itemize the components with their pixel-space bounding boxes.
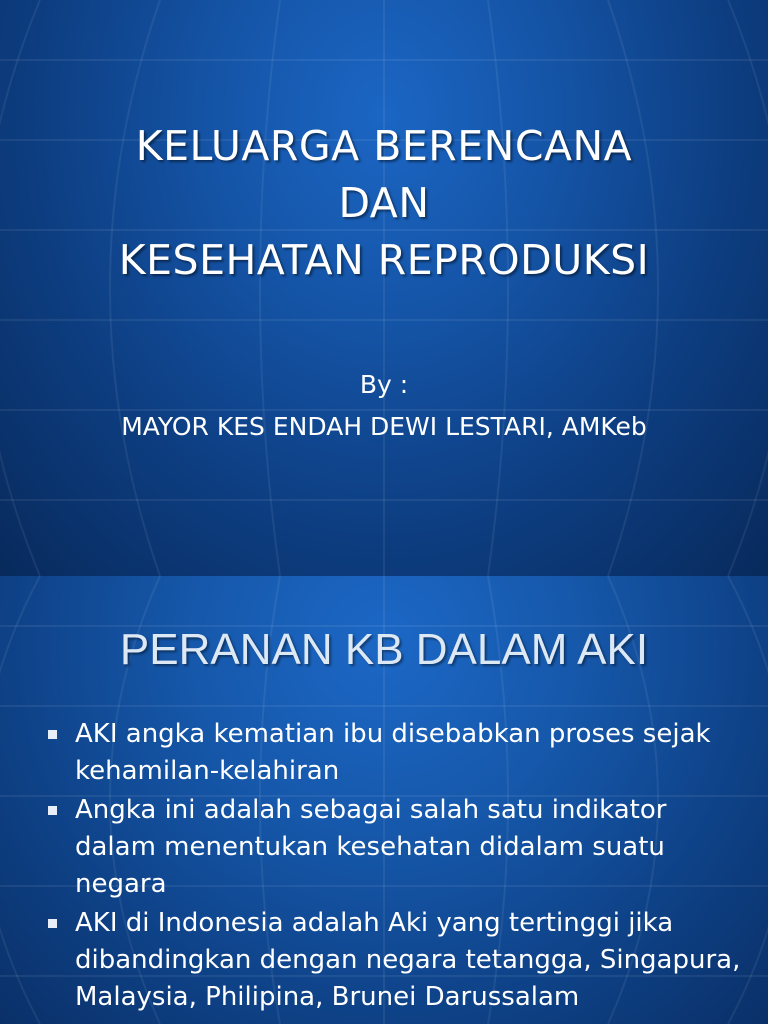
bullet-text: Angka ini adalah sebagai salah satu indikator dalam menentukan kesehatan didalam suatu negara: [75, 795, 667, 899]
title-line-3: KESEHATAN REPRODUKSI: [118, 236, 650, 284]
bullet-text: AKI di Indonesia adalah Aki yang tertinggi jika dibandingkan dengan negara tetangga, Singapura, Malaysia, Philipina, Brunei Darussalam: [75, 908, 741, 1012]
bullet-item: [44, 716, 744, 790]
title-line-1: KELUARGA BERENCANA: [135, 122, 633, 170]
square-bullet-icon: [48, 730, 57, 739]
by-label: By :: [359, 370, 409, 399]
slide-heading: PERANAN KB DALAM AKI: [119, 625, 649, 674]
slide-title-heading: [0, 118, 768, 289]
square-bullet-icon: [48, 919, 57, 928]
bullet-item: [44, 792, 744, 903]
square-bullet-icon: [48, 806, 57, 815]
bullet-item: [44, 905, 744, 1016]
slide-content: [0, 576, 768, 1024]
bullet-text: AKI angka kematian ibu disebabkan proses sejak kehamilan-kelahiran: [75, 719, 711, 786]
bullet-list: [44, 716, 744, 1018]
title-line-2: DAN: [338, 179, 430, 227]
author-name: MAYOR KES ENDAH DEWI LESTARI, AMKeb: [121, 412, 647, 441]
byline: [0, 364, 768, 448]
